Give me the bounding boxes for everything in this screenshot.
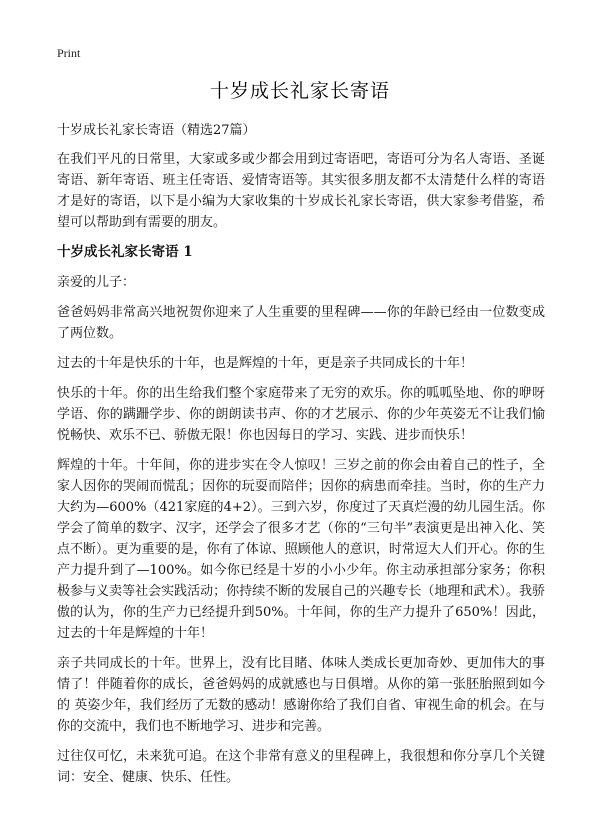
- body-paragraph: 辉煌的十年。十年间，你的进步实在令人惊叹！三岁之前的你会由着自己的性子，全家人因你的哭闹而慌乱；因你的玩耍而陪伴；因你的病患而牵挂。当时，你的生产力大约为—600%（421家庭的4+2）。三到六岁，你度过了天真烂漫的幼儿园生活。你学会了简单的数字、汉字，还学会了很多才艺（你的“三句半”表演更是出神入化、笑点不断）。更为重要的是，你有了体谅、照顾他人的意识，时常逗大人们开心。你的生产力提升到了—100%。如今你已经是十岁的小小少年。你主动承担部分家务；你积极参与义卖等社会实践活动；你持续不断的发展自己的兴趣专长（地理和武术）。我骄傲的认为，你的生产力已经提升到50%。十年间，你的生产力提升了650%！因此，过去的十年是辉煌的十年！: [57, 458, 545, 641]
- salutation: 亲爱的儿子：: [57, 275, 136, 290]
- print-link[interactable]: Print: [57, 46, 81, 60]
- body-paragraph: 过往仅可忆，未来犹可追。在这个非常有意义的里程碑上，我很想和你分享几个关键词：安全、健康、快乐、任性。: [57, 749, 545, 785]
- body-paragraph: 亲子共同成长的十年。世界上，没有比目睹、体味人类成长更加奇妙、更加伟大的事情了！伴随着你的成长，爸爸妈妈的成就感也与日俱增。从你的第一张胚胎照到如今的 英姿少年，我们经历了无数的感动！感谢你给了我们自省、审视生命的机会。在与你的交流中，我们也不断地学习、进步和完善。: [57, 656, 545, 734]
- section-heading: 十岁成长礼家长寄语 1: [57, 244, 193, 260]
- document-body: [57, 120, 545, 797]
- document-subtitle: 十岁成长礼家长寄语（精选27篇）: [57, 123, 256, 138]
- document-title: 十岁成长礼家长寄语: [209, 80, 390, 102]
- body-paragraph: 快乐的十年。你的出生给我们整个家庭带来了无穷的欢乐。你的呱呱坠地、你的咿呀学语、你的蹒跚学步、你的朗朗读书声、你的才艺展示、你的少年英姿无不让我们愉悦畅快、欢乐不已、骄傲无限！你也因每日的学习、实践、进步而快乐！: [57, 386, 545, 443]
- body-paragraph: 过去的十年是快乐的十年，也是辉煌的十年，更是亲子共同成长的十年！: [57, 356, 474, 371]
- body-paragraph: 爸爸妈妈非常高兴地祝贺你迎来了人生重要的里程碑——你的年龄已经由一位数变成了两位数。: [57, 305, 545, 341]
- intro-paragraph: 在我们平凡的日常里，大家或多或少都会用到过寄语吧，寄语可分为名人寄语、圣诞寄语、新年寄语、班主任寄语、爱情寄语等。其实很多朋友都不太清楚什么样的寄语才是好的寄语，以下是小编为大家收集的十岁成长礼家长寄语，供大家参考借鉴，希望可以帮助到有需要的朋友。: [57, 152, 545, 230]
